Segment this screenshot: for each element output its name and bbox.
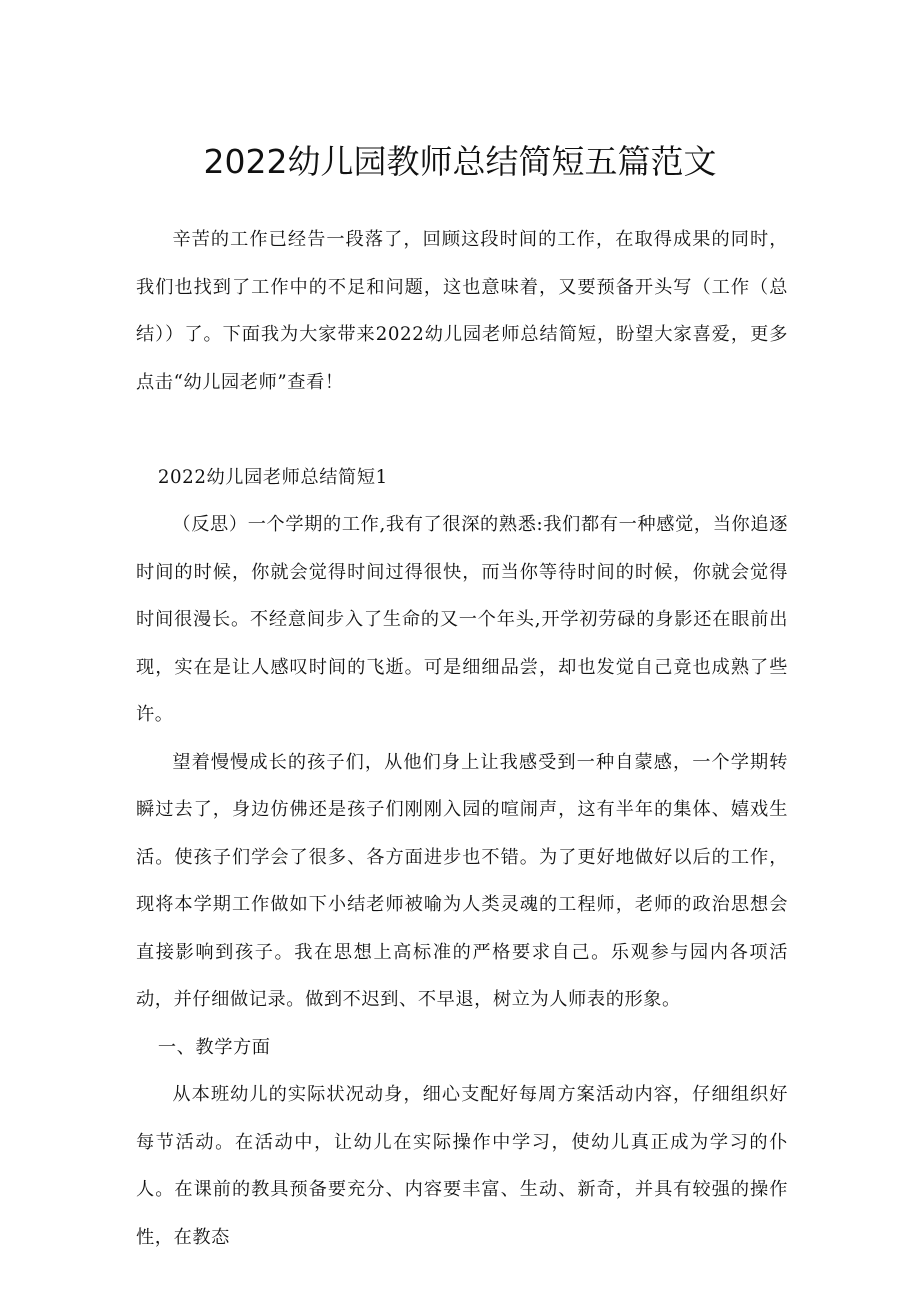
- document-title: 2022幼儿园教师总结简短五篇范文: [203, 142, 717, 181]
- intro-paragraph: 辛苦的工作已经告一段落了，回顾这段时间的工作，在取得成果的同时，我们也找到了工作中的不足和问题，这也意味着，又要预备开头写（工作（总结））了。下面我为大家带来2022幼儿园老师总结简短，盼望大家喜爱，更多点击“幼儿园老师”查看！: [136, 229, 788, 393]
- section-heading-teaching: 一、教学方面: [157, 1036, 271, 1058]
- body-paragraph-3: 从本班幼儿的实际状况动身，细心支配好每周方案活动内容，仔细组织好每节活动。在活动中，让幼儿在实际操作中学习，使幼儿真正成为学习的仆人。在课前的教具预备要充分、内容要丰富、生动、新奇，并具有较强的操作性，在教态: [136, 1084, 788, 1248]
- paragraph-spacer: [136, 406, 788, 454]
- body-paragraph-2: 望着慢慢成长的孩子们，从他们身上让我感受到一种自蒙感，一个学期转瞬过去了，身边仿佛还是孩子们刚刚入园的喧闹声，这有半年的集体、嬉戏生活。使孩子们学会了很多、各方面进步也不错。为了更好地做好以后的工作，现将本学期工作做如下小结老师被喻为人类灵魂的工程师，老师的政治思想会直接影响到孩子。我在思想上高标准的严格要求自己。乐观参与园内各项活动，并仔细做记录。做到不迟到、不早退，树立为人师表的形象。: [136, 751, 788, 1010]
- document-body: [136, 216, 788, 1261]
- body-paragraph-1: （反思）一个学期的工作,我有了很深的熟悉:我们都有一种感觉，当你追逐时间的时候，你就会觉得时间过得很快，而当你等待时间的时候，你就会觉得时间很漫长。不经意间步入了生命的又一个年头,开学初劳碌的身影还在眼前出现，实在是让人感叹时间的飞逝。可是细细品尝，却也发觉自己竟也成熟了些许。: [136, 514, 788, 725]
- subheading-1: 2022幼儿园老师总结简短1: [157, 466, 388, 488]
